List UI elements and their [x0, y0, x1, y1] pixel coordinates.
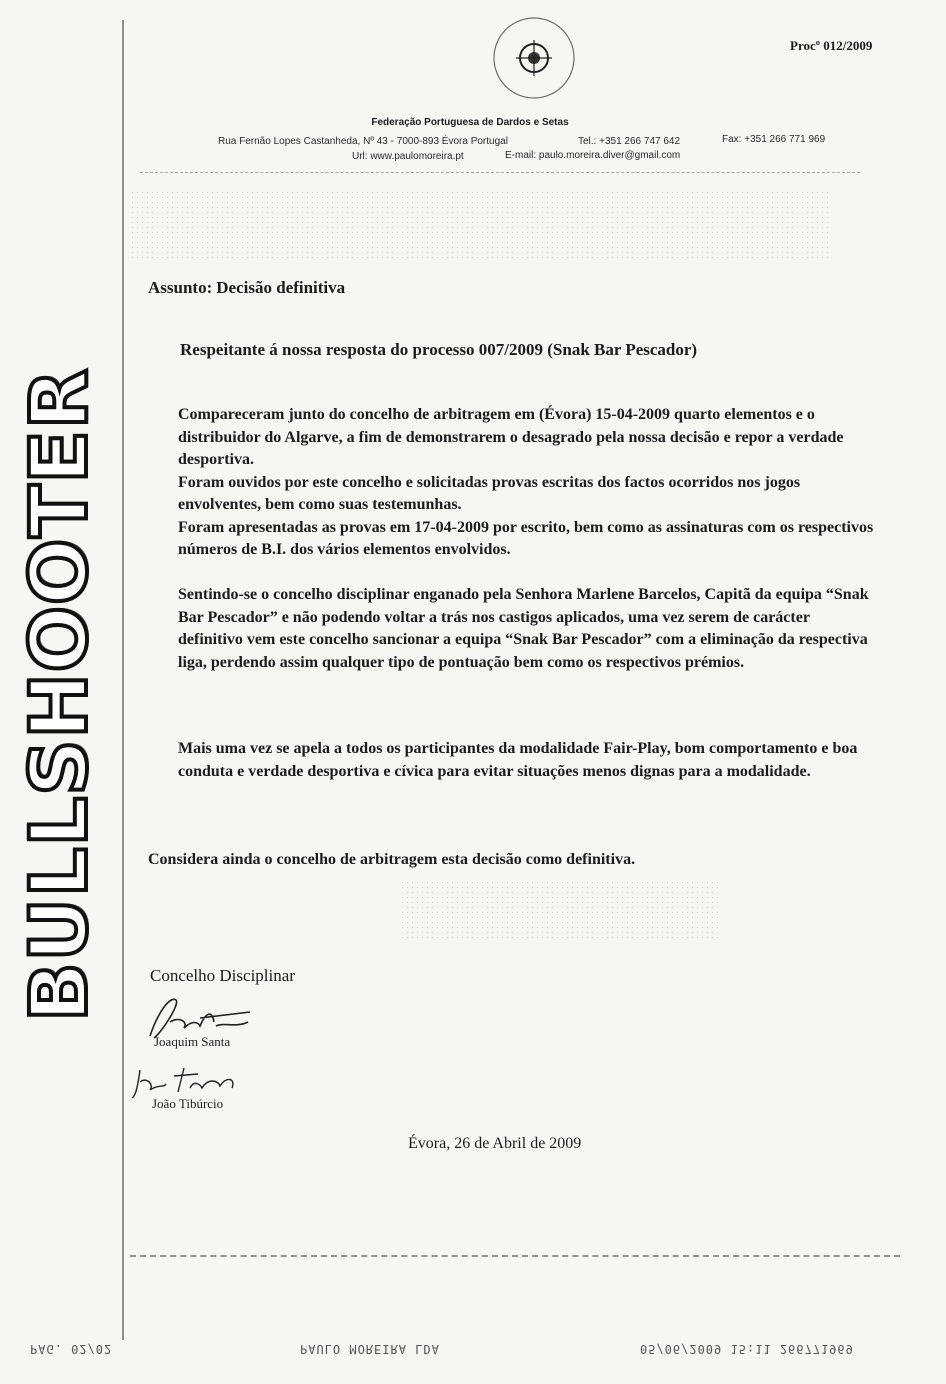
paragraph-1b: Foram ouvidos por este concelho e solicitadas provas escritas dos factos ocorridos nos jogos envolventes, bem como suas testemunhas.: [178, 473, 801, 513]
federation-address: Rua Fernão Lopes Castanheda, Nº 43 - 7000-893 Évora Portugal: [218, 136, 508, 147]
federation-tel: Tel.: +351 266 747 642: [578, 136, 681, 147]
paragraph-1c: Foram apresentadas as provas em 17-04-2009 por escrito, bem como as assinaturas com os respectivos números de B.I. dos vários elementos envolvidos.: [178, 518, 874, 558]
subject-label: Assunto:: [148, 278, 213, 297]
paragraph-2: Sentindo-se o concelho disciplinar enganado pela Senhora Marlene Barcelos, Capitã da equipa “Snak Bar Pescador” e não podendo voltar a trás nos castigos aplicados, uma vez serem de carácter definitivo vem este concelho sancionar a equipa “Snak Bar Pescador” com a eliminação da respectiva liga, perdendo assim qualquer tipo de pontuação bem como os respectivos prémios.: [178, 586, 869, 671]
fax-footer-page: PAG. 02/02: [30, 1342, 113, 1356]
process-number: Procº 012/2009: [790, 38, 873, 53]
subject-line: [148, 278, 345, 298]
side-brand-logo: BULLSHOOTER: [15, 368, 106, 1022]
page-left-edge: [122, 20, 124, 1340]
paragraph-3: Mais uma vez se apela a todos os participantes da modalidade Fair-Play, bom comportamento e boa conduta e verdade desportiva e cívica para evitar situações menos dignas para a modalidade.: [178, 740, 858, 780]
federation-name: Federação Portuguesa de Dardos e Setas: [371, 117, 569, 128]
federation-seal-icon: [472, 14, 582, 110]
federation-email: E-mail: paulo.moreira.diver@gmail.com: [505, 150, 681, 161]
signer-1-name: Joaquim Santa: [154, 1034, 231, 1049]
scan-noise: [130, 190, 830, 260]
reference-line: Respeitante á nossa resposta do processo 007/2009 (Snak Bar Pescador): [180, 340, 698, 359]
subject-value: Decisão definitiva: [216, 278, 346, 297]
fax-footer-sender: PAULO MOREIRA LDA: [300, 1342, 440, 1356]
paragraph-4: Considera ainda o concelho de arbitragem esta decisão como definitiva.: [148, 851, 636, 868]
fax-footer-timestamp: 05/06/2009 15:11 266771969: [640, 1342, 854, 1356]
council-title: Concelho Disciplinar: [150, 966, 295, 985]
signer-2-name: João Tibúrcio: [152, 1096, 224, 1111]
paragraph-1a: Compareceram junto do concelho de arbitragem em (Évora) 15-04-2009 quarto elementos e o distribuidor do Algarve, a fim de demonstrarem o desagrado pela nossa decisão e repor a verdade desportiva.: [178, 406, 844, 468]
paragraph-1: [148, 404, 878, 562]
letter-date: Évora, 26 de Abril de 2009: [408, 1135, 582, 1152]
federation-fax: Fax: +351 266 771 969: [722, 134, 826, 145]
federation-url: Url: www.paulomoreira.pt: [352, 151, 464, 162]
scan-noise: [400, 880, 720, 940]
page-bottom-edge: [130, 1255, 900, 1258]
header-rule: [140, 172, 860, 173]
